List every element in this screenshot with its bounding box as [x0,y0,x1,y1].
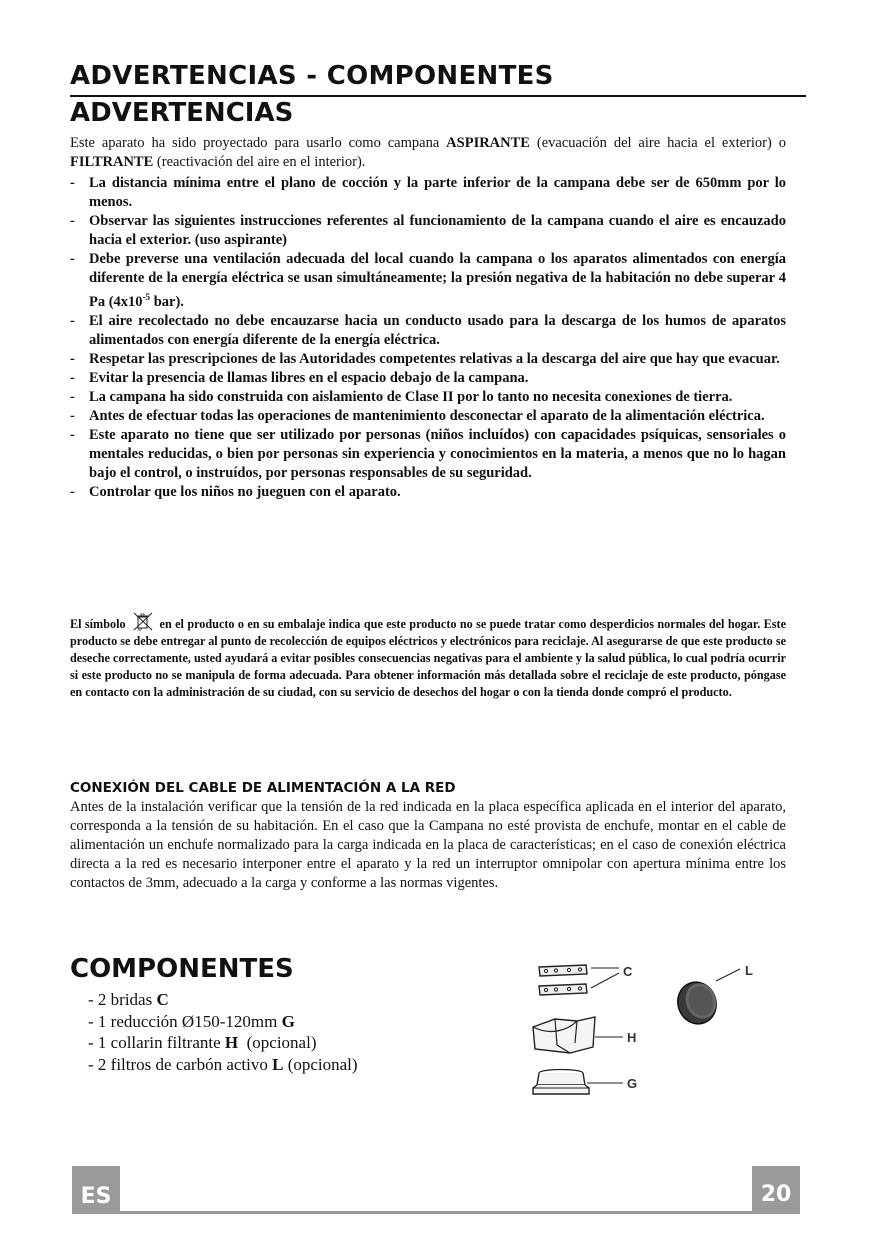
warning-item: - Antes de efectuar todas las operaciones de mantenimiento desconectar el aparato de la alimentación eléctrica. [70,407,786,426]
reduction-g-illustration [533,1070,623,1095]
warning-pressure-unit: bar). [150,293,184,310]
crossed-bin-icon [130,611,156,631]
component-code: C [156,990,169,1009]
warning-pressure-exponent: -5 [142,292,151,302]
component-item [88,989,358,1011]
intro-bold-aspirante: ASPIRANTE [446,135,530,151]
component-code: H [224,1033,239,1052]
component-text: - 2 filtros de carbón activo [88,1054,273,1074]
intro-paragraph [70,134,786,172]
component-item [88,1032,358,1054]
component-suffix: (opcional) [283,1054,358,1074]
component-text: - 1 reducción Ø150-120mm [88,1011,282,1031]
component-code: L [272,1054,284,1074]
warning-item [70,250,786,312]
warning-item: - La distancia mínima entre el plano de cocción y la parte inferior de la campana debe ser de 650mm por lo menos. [70,174,786,212]
page-number: 20 [752,1166,800,1214]
section-title-warnings: ADVERTENCIAS [70,98,294,128]
connection-heading: CONEXIÓN DEL CABLE DE ALIMENTACIÓN A LA RED [70,780,456,796]
intro-bold-filtrante: FILTRANTE [70,154,154,170]
recycling-text-start: El símbolo [70,617,126,631]
language-tab: ES [72,1166,120,1214]
component-item [88,1011,358,1033]
warning-item: - El aire recolectado no debe encauzarse hacia un conducto usado para la descarga de los humos de aparatos alimentados con energía diferente de la energía eléctrica. [70,312,786,350]
intro-text-1: Este aparato ha sido proyectado para usarlo como campana [70,135,447,151]
intro-text-3: (reactivación del aire en el interior). [153,154,366,170]
label-h: H [627,1030,637,1045]
section-title-components: COMPONENTES [70,954,294,984]
carbon-filter-l-illustration [672,969,740,1029]
flange-c-illustration [539,965,619,995]
warning-item: - Respetar las prescripciones de las Autoridades competentes relativas a la descarga del aire que hay que evacuar. [70,350,786,369]
label-l: L [745,963,753,978]
recycling-text-end: en el producto o en su embalaje indica que este producto no se puede tratar como desperdicios normales del hogar. Este producto se debe entregar al punto de recolección de equipos eléctricos y electrónicos para reciclaje. Al asegurarse de que este producto se deseche correctamente, usted ayudará a evitar posibles consecuencias negativas para el ambiente y la salud pública, lo cual podría ocurrir si este producto no se manipula de forma adecuada. Para obtener información más detallada sobre el reciclaje de este producto, póngase en contacto con la administración de su ciudad, con su servicio de desechos del hogar o con la tienda donde compró el producto. [70,617,786,699]
connection-paragraph: Antes de la instalación verificar que la tensión de la red indicada en la placa específica aplicada en el interior del aparato, corresponda a la tensión de su habitación. En el caso que la Campana no esté provista de enchufe, montar en el cable de alimentación un enchufe normalizado para la carga indicada en la placa de características; en el caso de conexión eléctrica directa a la red es necesario interponer entre el aparato y la red un interruptor omnipolar con apertura mínima entre los contactos de 3mm, adecuado a la carga y conforme a las normas vigentes. [70,799,786,891]
component-suffix: (opcional) [238,1033,317,1052]
footer-rule [72,1211,800,1214]
component-text: - 2 bridas [88,990,157,1009]
component-code: G [281,1011,295,1031]
component-item [88,1054,358,1076]
intro-text-2: (evacuación del aire hacia el exterior) o [529,135,786,151]
components-diagram [525,955,775,1105]
warning-item: - Evitar la presencia de llamas libres en el espacio debajo de la campana. [70,369,786,388]
label-g: G [627,1076,638,1091]
warning-pressure-text: Debe preverse una ventilación adecuada del local cuando la campana o los aparatos alimentados con energía diferente de la energía eléctrica se usan simultáneamente; la presión negativa de la habitación no debe superar 4 Pa (4x10 [89,251,786,310]
recycling-notice [70,611,786,701]
warnings-list [70,174,786,502]
warning-item: - La campana ha sido construida con aislamiento de Clase II por lo tanto no necesita conexiones de tierra. [70,388,786,407]
page-title: ADVERTENCIAS - COMPONENTES [70,61,554,91]
filter-collar-h-illustration [533,1017,623,1053]
warning-item: - Observar las siguientes instrucciones referentes al funcionamiento de la campana cuando el aire es encauzado hacia el exterior. (uso aspirante) [70,212,786,250]
warning-item: - Este aparato no tiene que ser utilizado por personas (niños incluídos) con capacidades psíquicas, sensoriales o mentales reducidas, o bien por personas sin experiencia y conocimientos en la materia, a menos que no lo hagan bajo el control, o instruídos, por personas responsables de su seguridad. [70,426,786,483]
component-text: - 1 collarin filtrante [88,1033,225,1052]
label-c: C [623,964,633,979]
components-list [88,989,358,1075]
warning-item: - Controlar que los niños no jueguen con el aparato. [70,483,786,502]
